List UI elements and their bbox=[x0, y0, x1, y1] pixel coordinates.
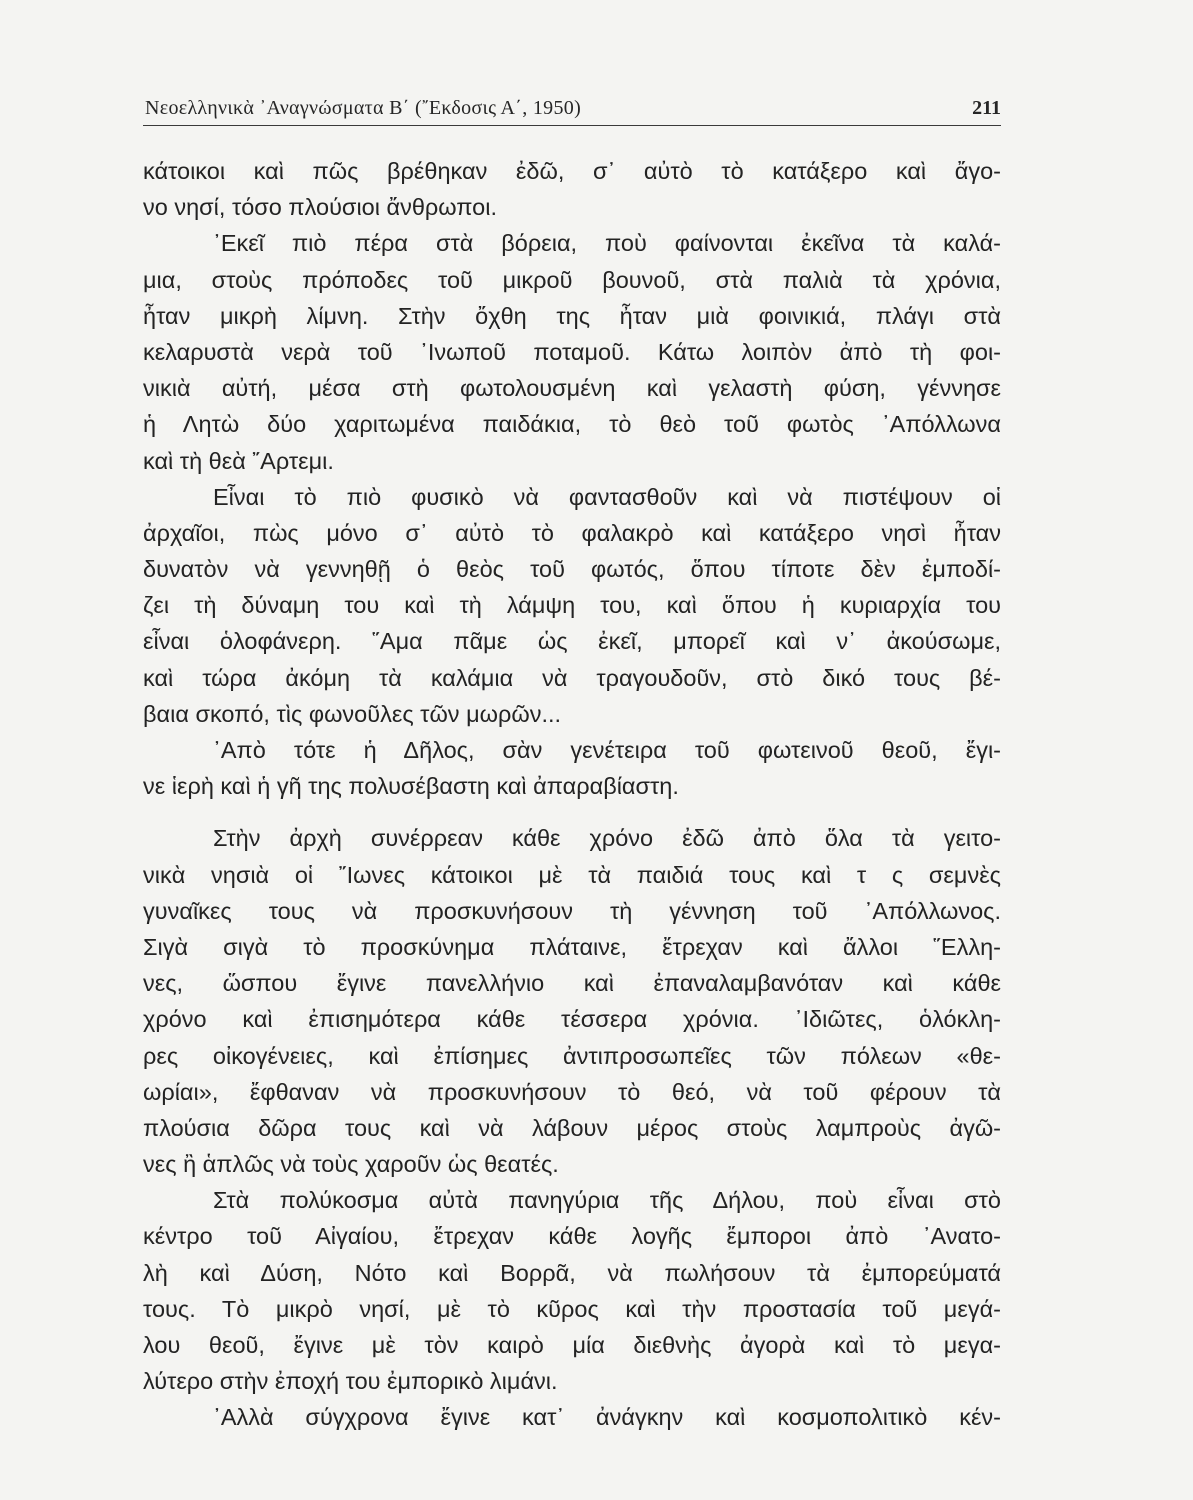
text-line: μια, στοὺς πρόποδες τοῦ μικροῦ βουνοῦ, στὰ παλιὰ τὰ χρόνια, bbox=[143, 266, 1001, 293]
text-line: κέντρο τοῦ Αἰγαίου, ἔτρεχαν κάθε λογῆς ἔμποροι ἀπὸ ᾿Ανατο- bbox=[143, 1223, 1001, 1250]
text-line: νικιὰ αὐτή, μέσα στὴ φωτολουσμένη καὶ γελαστὴ φύση, γέννησε bbox=[143, 375, 1001, 402]
text-line: ἦταν μικρὴ λίμνη. Στὴν ὄχθη της ἦταν μιὰ φοινικιά, πλάγι στὰ bbox=[143, 302, 1001, 329]
text-line: ρες οἰκογένειες, καὶ ἐπίσημες ἀντιπροσωπεῖες τῶν πόλεων «θε- bbox=[143, 1042, 1001, 1069]
text-line: νες ἢ ἁπλῶς νὰ τοὺς χαροῦν ὡς θεατές. bbox=[143, 1151, 559, 1178]
text-line: Σιγὰ σιγὰ τὸ προσκύνημα πλάταινε, ἔτρεχαν καὶ ἄλλοι ῞Ελλη- bbox=[143, 933, 1001, 960]
text-line: Στὴν ἀρχὴ συνέρρεαν κάθε χρόνο ἐδῶ ἀπὸ ὅλα τὰ γειτο- bbox=[213, 825, 1001, 852]
text-line: καὶ τὴ θεὰ ῎Αρτεμι. bbox=[143, 447, 334, 474]
text-line: ᾿Εκεῖ πιὸ πέρα στὰ βόρεια, ποὺ φαίνονται ἐκεῖνα τὰ καλά- bbox=[213, 230, 1001, 257]
text-line: τους. Τὸ μικρὸ νησί, μὲ τὸ κῦρος καὶ τὴν προστασία τοῦ μεγά- bbox=[143, 1295, 1001, 1322]
text-line: νες, ὥσπου ἔγινε πανελλήνιο καὶ ἐπαναλαμβανόταν καὶ κάθε bbox=[143, 970, 1001, 997]
text-line: εἶναι ὁλοφάνερη. ῞Αμα πᾶμε ὡς ἐκεῖ, μπορεῖ καὶ ν᾿ ἀκούσωμε, bbox=[143, 628, 1001, 655]
text-line: νικὰ νησιὰ οἱ ῎Ιωνες κάτοικοι μὲ τὰ παιδιά τους καὶ τ ς σεμνὲς bbox=[143, 861, 1001, 888]
running-header bbox=[143, 97, 1001, 126]
text-line: ἡ Λητὼ δύο χαριτωμένα παιδάκια, τὸ θεὸ τοῦ φωτὸς ᾿Απόλλωνα bbox=[143, 411, 1001, 438]
text-line: νε ἱερὴ καὶ ἡ γῆ της πολυσέβαστη καὶ ἀπαραβίαστη. bbox=[143, 773, 679, 800]
text-line: γυναῖκες τους νὰ προσκυνήσουν τὴ γέννηση τοῦ ᾿Απόλλωνος. bbox=[143, 897, 1001, 924]
text-line: κάτοικοι καὶ πῶς βρέθηκαν ἐδῶ, σ᾿ αὐτὸ τὸ κατάξερο καὶ ἄγο- bbox=[143, 158, 1001, 184]
text-line: λου θεοῦ, ἔγινε μὲ τὸν καιρὸ μία διεθνὴς ἀγορὰ καὶ τὸ μεγα- bbox=[143, 1332, 1001, 1358]
text-line: πλούσια δῶρα τους καὶ νὰ λάβουν μέρος στοὺς λαμπροὺς ἀγῶ- bbox=[143, 1114, 1001, 1141]
body-text bbox=[143, 153, 1001, 1436]
text-line: Στὰ πολύκοσμα αὐτὰ πανηγύρια τῆς Δήλου, ποὺ εἶναι στὸ bbox=[213, 1187, 1001, 1214]
text-line: λὴ καὶ Δύση, Νότο καὶ Βορρᾶ, νὰ πωλήσουν τὰ ἐμπορεύματά bbox=[143, 1259, 1001, 1286]
text-line: βαια σκοπό, τὶς φωνοῦλες τῶν μωρῶν... bbox=[143, 700, 562, 727]
paragraph-gap bbox=[143, 804, 1001, 820]
text-line: κελαρυστὰ νερὰ τοῦ ᾿Ινωποῦ ποταμοῦ. Κάτω λοιπὸν ἀπὸ τὴ φοι- bbox=[143, 338, 1001, 365]
text-line: χρόνο καὶ ἐπισημότερα κάθε τέσσερα χρόνια. ᾿Ιδιῶτες, ὁλόκλη- bbox=[143, 1006, 1001, 1033]
text-line: ᾿Απὸ τότε ἡ Δῆλος, σὰν γενέτειρα τοῦ φωτεινοῦ θεοῦ, ἔγι- bbox=[213, 737, 1001, 763]
text-line: ζει τὴ δύναμη του καὶ τὴ λάμψη του, καὶ ὅπου ἡ κυριαρχία του bbox=[143, 592, 1001, 619]
header-title: Νεοελληνικὰ ᾿Αναγνώσματα Β΄ (῎Εκδοσις Α΄, 1950) bbox=[145, 97, 582, 119]
text-line: Εἶναι τὸ πιὸ φυσικὸ νὰ φαντασθοῦν καὶ νὰ πιστέψουν οἱ bbox=[213, 483, 1001, 510]
page-number: 211 bbox=[972, 97, 1001, 119]
text-line: ἀρχαῖοι, πὼς μόνο σ᾿ αὐτὸ τὸ φαλακρὸ καὶ κατάξερο νησὶ ἦταν bbox=[143, 519, 1001, 546]
text-line: δυνατὸν νὰ γεννηθῇ ὁ θεὸς τοῦ φωτός, ὅπου τίποτε δὲν ἐμποδί- bbox=[143, 556, 1001, 583]
text-line: ωρίαι», ἔφθαναν νὰ προσκυνήσουν τὸ θεό, νὰ τοῦ φέρουν τὰ bbox=[143, 1078, 1001, 1105]
text-line: νο νησί, τόσο πλούσιοι ἄνθρωποι. bbox=[143, 194, 497, 221]
text-line: ᾿Αλλὰ σύγχρονα ἔγινε κατ᾿ ἀνάγκην καὶ κοσμοπολιτικὸ κέν- bbox=[213, 1404, 1001, 1431]
text-line: λύτερο στὴν ἐποχή του ἐμπορικὸ λιμάνι. bbox=[143, 1368, 558, 1395]
text-line: καὶ τώρα ἀκόμη τὰ καλάμια νὰ τραγουδοῦν, στὸ δικό τους βέ- bbox=[143, 664, 1001, 691]
